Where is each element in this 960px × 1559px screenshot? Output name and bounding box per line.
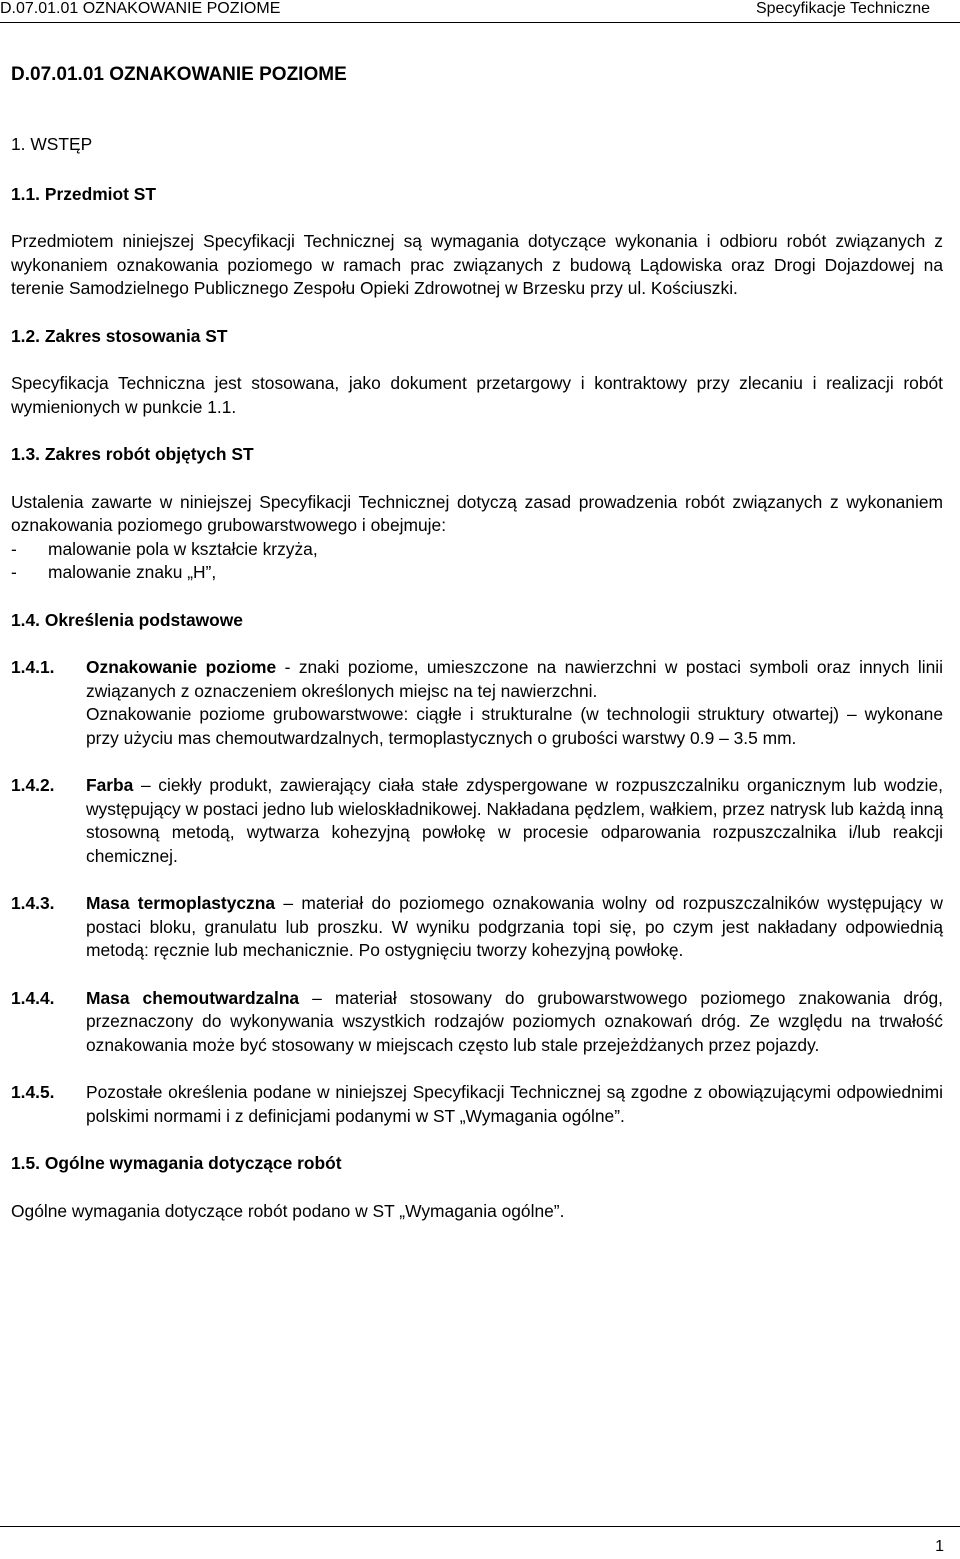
list-item-text: malowanie pola w kształcie krzyża, — [48, 538, 318, 559]
list-item — [11, 561, 943, 585]
definition-number: 1.4.1. — [11, 657, 55, 677]
definition-term: Oznakowanie poziome — [86, 657, 277, 677]
list-item — [11, 538, 943, 562]
document-title: D.07.01.01 OZNAKOWANIE POZIOME — [11, 64, 347, 85]
section-1-5-heading: 1.5. Ogólne wymagania dotyczące robót — [11, 1153, 342, 1173]
page-header — [0, 0, 960, 23]
section-1-1-heading: 1.1. Przedmiot ST — [11, 183, 156, 204]
definition-number: 1.4.3. — [11, 893, 55, 913]
section-1-4-heading: 1.4. Określenia podstawowe — [11, 609, 243, 630]
section-1-3-heading: 1.3. Zakres robót objętych ST — [11, 444, 254, 464]
header-spec-label: Specyfikacje Techniczne — [755, 0, 930, 17]
definition-1-4-3 — [11, 892, 943, 963]
page-number: 1 — [935, 1538, 944, 1555]
definition-text: – materiał do poziomego oznakowania wolny od rozpuszczalników występujący w postaci bloku, granulatu lub proszku. W wyniku podgrzania topi się, po czym jest nakładany odpowiednią metodą: ręcznie lub mechanicznie. Po ostygnięciu tworzy kohezyjną powłokę. — [86, 893, 943, 960]
definition-number: 1.4.2. — [11, 775, 55, 795]
list-item-text: malowanie znaku „H”, — [48, 562, 217, 582]
list-dash: - — [11, 562, 17, 582]
section-1-5-text: Ogólne wymagania dotyczące robót podano w ST „Wymagania ogólne”. — [11, 1200, 565, 1221]
definition-text: Pozostałe określenia podane w niniejszej Specyfikacji Technicznej są zgodne z obowiązującymi odpowiednimi polskimi normami i z definicjami podanymi w ST „Wymagania ogólne”. — [86, 1082, 943, 1126]
definition-term: Masa termoplastyczna — [86, 893, 276, 913]
section-1-2-heading: 1.2. Zakres stosowania ST — [11, 325, 228, 346]
section-1-2-text: Specyfikacja Techniczna jest stosowana, jako dokument przetargowy i kontraktowy przy zlecaniu i realizacji robót wymienionych w punkcie 1.1. — [11, 373, 943, 417]
document-body — [11, 60, 943, 1223]
page-footer — [0, 1526, 960, 1555]
definition-term: Masa chemoutwardzalna — [86, 987, 300, 1008]
definition-text: – ciekły produkt, zawierający ciała stałe zdyspergowane w rozpuszczalniku organicznym lub wodzie, występujący w postaci jedno lub wieloskładnikowej. Nakładana pędzlem, wałkiem, przez natrysk lub każdą inną stosowną metodą, wytwarza kohezyjną powłokę w procesie odparowania rozpuszczalnika i/lub reakcji chemicznej. — [86, 775, 943, 866]
definition-text-continued: Oznakowanie poziome grubowarstwowe: ciągłe i strukturalne (w technologii struktury otwartej) – wykonane przy użyciu mas chemoutwardzalnych, termoplastycznych o grubości warstwy 0.9 – 3.5 mm. — [86, 704, 943, 748]
definition-text: – materiał stosowany do grubowarstwowego poziomego znakowania dróg, przeznaczony do wykonywania wszystkich rodzajów poziomych oznakowań dróg. Ze względu na trwałość oznakowania może być stosowany w miejscach często lub stale przejeżdżanych przez pojazdy. — [86, 987, 943, 1055]
section-1-1-text: Przedmiotem niniejszej Specyfikacji Technicznej są wymagania dotyczące wykonania i odbioru robót związanych z wykonaniem oznakowania poziomego w ramach prac związanych z budową Lądowiska oraz Drogi Dojazdowej na terenie Samodzielnego Publicznego Zespołu Opieki Zdrowotnej w Brzesku przy ul. Kościuszki. — [11, 231, 943, 298]
header-doc-code: D.07.01.01 OZNAKOWANIE POZIOME — [0, 0, 281, 17]
definition-1-4-1 — [11, 656, 943, 750]
definition-term: Farba — [86, 775, 134, 795]
definition-1-4-5 — [11, 1081, 943, 1128]
section-1-heading: 1. WSTĘP — [11, 134, 93, 154]
definition-text: - znaki poziome, umieszczone na nawierzchni w postaci symboli oraz innych linii związanych z oznaczeniem określonych miejsc na tej nawierzchni. — [86, 657, 943, 701]
definition-1-4-4 — [11, 987, 943, 1058]
section-1-3-text: Ustalenia zawarte w niniejszej Specyfikacji Technicznej dotyczą zasad prowadzenia robót związanych z wykonaniem oznakowania poziomego grubowarstwowego i obejmuje: — [11, 491, 943, 535]
list-dash: - — [11, 538, 17, 559]
definition-number: 1.4.5. — [11, 1082, 55, 1102]
definition-number: 1.4.4. — [11, 987, 55, 1008]
definition-1-4-2 — [11, 774, 943, 868]
